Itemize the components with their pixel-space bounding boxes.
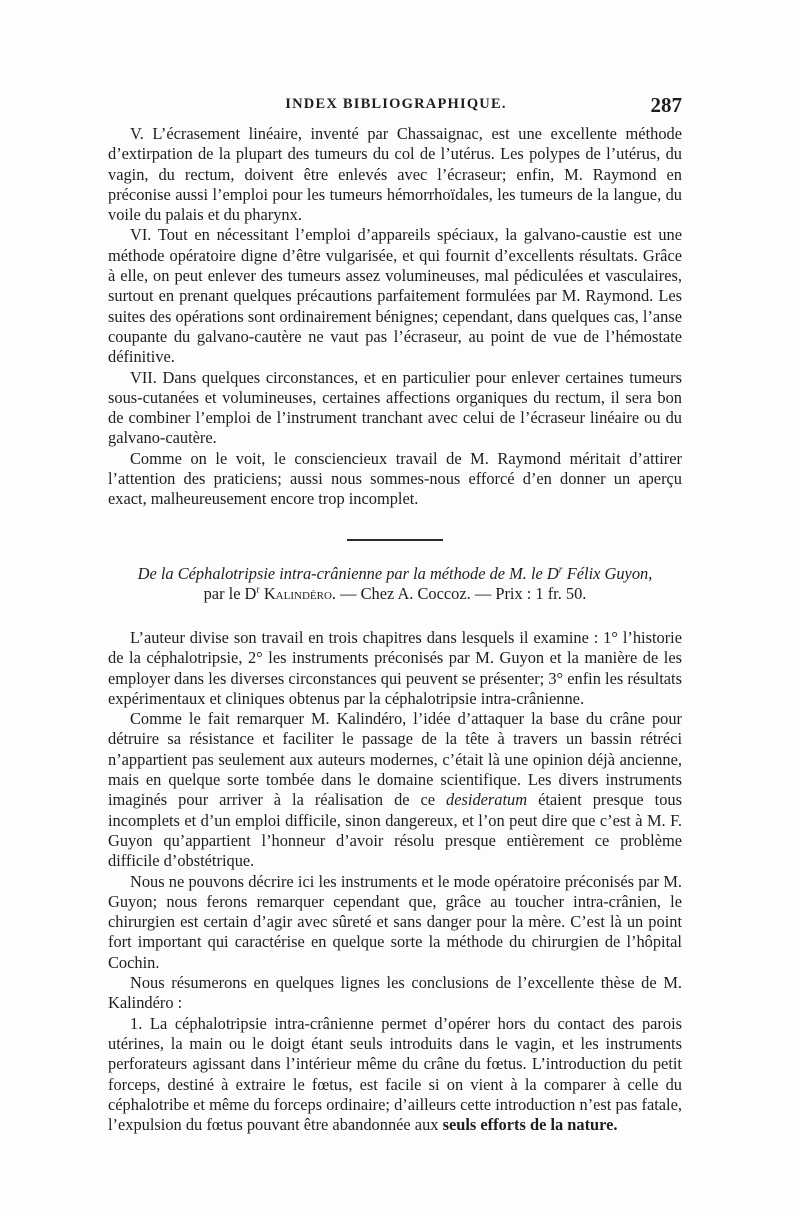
section-divider xyxy=(347,539,443,541)
paragraph: Nous ne pouvons décrire ici les instruments et le mode opératoire préconisés par M. Guyon; nous ferons remarquer cependant que, grâce au toucher intra-crânien, le chirurgien est certain d’agir avec sûreté et sans danger pour la mère. C’est là un point fort important qui caractérise en quelque sorte la méthode du chirurgien de l’hôpital Cochin. xyxy=(108,871,682,972)
review-title-name: Félix Guyon, xyxy=(562,564,653,583)
paragraph xyxy=(108,709,682,871)
review-heading xyxy=(108,564,682,605)
byline-superscript: r xyxy=(256,584,260,596)
text-run: 1. La céphalotripsie intra-crânienne permet d’opérer hors du contact des parois utérines, la main ou le doigt étant seuls introduits dans le vagin, et les instruments perforateurs agissant dans l’intérieur même du crâne du fœtus. L’introduction du petit forceps, destiné à extraire le fœtus, est facile si on vient à la comparer à celle du céphalotribe et même du forceps ordinaire; d’ailleurs cette introduction n’est pas fatale, l’expulsion du fœtus pouvant être abandonnée aux xyxy=(108,1013,682,1135)
page-number: 287 xyxy=(650,93,682,117)
byline-prefix: par le D xyxy=(203,584,257,604)
paragraph: Nous résumerons en quelques lignes les conclusions de l’excellente thèse de M. Kalindéro : xyxy=(108,973,682,1013)
text-run: étaient presque tous incomplets et d’un emploi difficile, sinon dangereux, et l’on peut dire que c’est à M. F. Guyon qu’appartient l’honneur d’avoir résolu presque entièrement ce problème difficile d’obstétrique. xyxy=(108,790,682,871)
italic-term: desideratum xyxy=(446,790,528,810)
text-run: Comme le fait remarquer M. Kalindéro, l’idée d’attaquer la base du crâne pour détruire sa résistance et faciliter le passage de la tête à travers un bassin rétréci n’appartient pas seulement aux auteurs modernes, c’était là une opinion déjà ancienne, mais en quelque sorte tombée dans le domaine scientifique. Les divers instruments imaginés pour arriver à la réalisation de ce xyxy=(108,709,682,810)
paragraph: Comme on le voit, le consciencieux travail de M. Raymond méritait d’attirer l’attention des praticiens; aussi nous sommes-nous efforcé d’en donner un aperçu exact, malheureusement encore trop incomplet. xyxy=(108,448,682,509)
section-raymond-conclusions xyxy=(108,124,682,510)
review-title: De la Céphalotripsie intra-crânienne par la méthode de M. le D xyxy=(137,564,559,583)
paragraph xyxy=(108,1014,682,1136)
bold-ending: seuls efforts de la nature. xyxy=(442,1115,618,1135)
byline-author: Kalindéro xyxy=(259,584,332,604)
paragraph: V. L’écrasement linéaire, inventé par Chassaignac, est une excellente méthode d’extirpation de la plupart des tumeurs du col de l’utérus. Les polypes de l’utérus, du vagin, du rectum, doivent être enlevés avec l’écraseur; enfin, M. Raymond en préconise aussi l’emploi pour les tumeurs hémorrhoïdales, les tumeurs de la langue, du voile du palais et du pharynx. xyxy=(108,124,682,225)
running-title: INDEX BIBLIOGRAPHIQUE. xyxy=(285,96,507,112)
page-header xyxy=(110,93,682,120)
paragraph: VI. Tout en nécessitant l’emploi d’appareils spéciaux, la galvano-caustie est une méthode opératoire digne d’être vulgarisée, et qui fournit d’excellents résultats. Grâce à elle, on peut enlever des tumeurs assez volumineuses, mal pédiculées et vasculaires, surtout en prenant quelques précautions parfaitement formulées par M. Raymond. Les suites des opérations sont ordinairement bénignes; cependant, dans quelques cas, l’anse coupante du galvano-cautère ne vaut pas l’écraseur, au point de vue de l’hémostate définitive. xyxy=(108,225,682,367)
paragraph: L’auteur divise son travail en trois chapitres dans lesquels il examine : 1° l’historie de la céphalotripsie, 2° les instruments préconisés par M. Guyon et la manière de les employer dans les diverses circonstances qui peuvent se présenter; 3° enfin les résultats expérimentaux et cliniques obtenus par la céphalotripsie intra-crânienne. xyxy=(108,628,682,708)
review-byline xyxy=(108,584,682,604)
review-title-line xyxy=(108,564,682,584)
byline-publisher-price: . — Chez A. Coccoz. — Prix : 1 fr. 50. xyxy=(331,584,587,604)
paragraph: VII. Dans quelques circonstances, et en particulier pour enlever certaines tumeurs sous-cutanées et volumineuses, certaines affections organiques du rectum, il sera bon de combiner l’emploi de l’instrument tranchant avec celui de l’écraseur linéaire ou du galvano-cautère. xyxy=(108,367,682,448)
section-review-body xyxy=(108,628,682,1135)
title-superscript: r xyxy=(558,564,563,576)
